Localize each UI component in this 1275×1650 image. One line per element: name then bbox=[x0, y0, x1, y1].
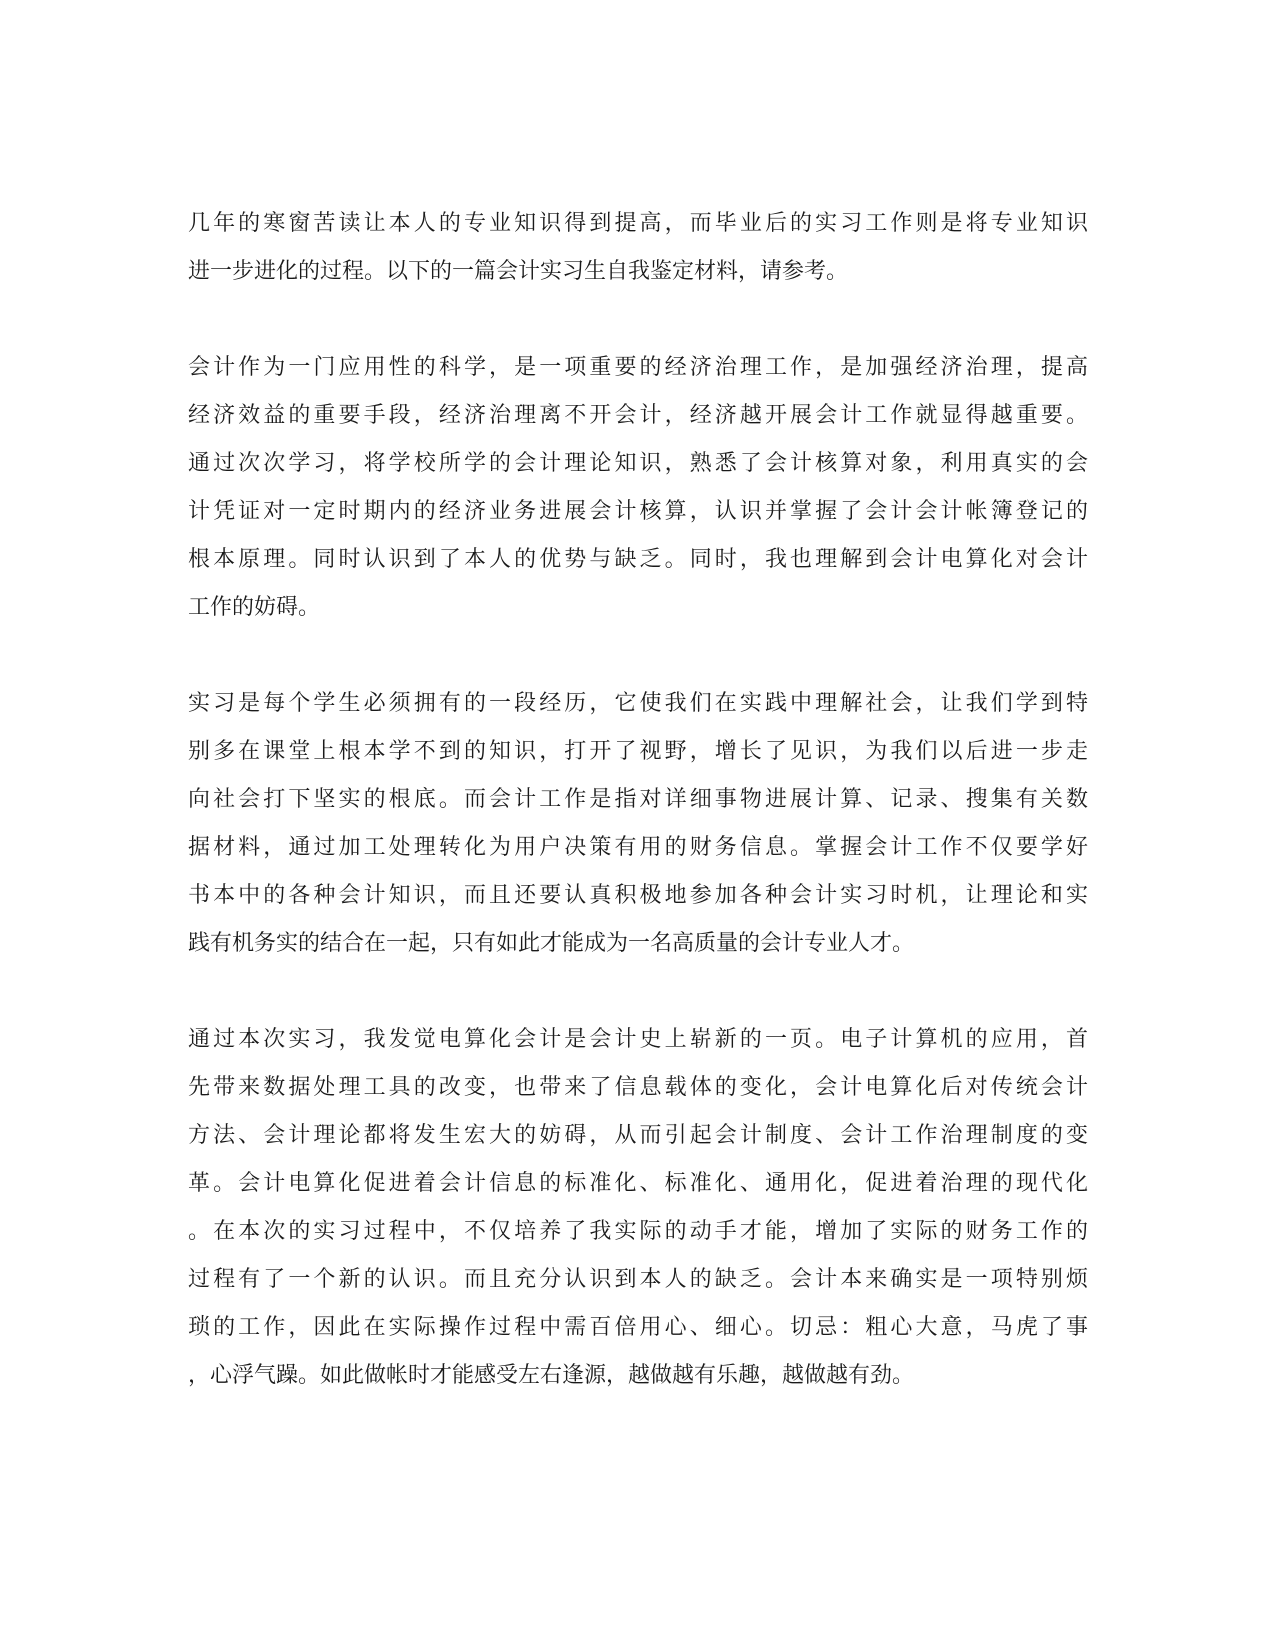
text-line: 经济效益的重要手段，经济治理离不开会计，经济越开展会计工作就显得越重要。 bbox=[188, 403, 1088, 428]
text-line: 工作的妨碍。 bbox=[188, 595, 321, 620]
text-line: 据材料，通过加工处理转化为用户决策有用的财务信息。掌握会计工作不仅要学好 bbox=[188, 835, 1088, 860]
text-line: 几年的寒窗苦读让本人的专业知识得到提高，而毕业后的实习工作则是将专业知识 bbox=[188, 211, 1088, 236]
text-line: 向社会打下坚实的根底。而会计工作是指对详细事物进展计算、记录、搜集有关数 bbox=[188, 787, 1088, 812]
paragraph-computerized-accounting bbox=[188, 1016, 1088, 1400]
text-line: 。在本次的实习过程中，不仅培养了我实际的动手才能，增加了实际的财务工作的 bbox=[188, 1219, 1088, 1244]
text-line: 计凭证对一定时期内的经济业务进展会计核算，认识并掌握了会计会计帐簿登记的 bbox=[188, 499, 1088, 524]
text-line: 方法、会计理论都将发生宏大的妨碍，从而引起会计制度、会计工作治理制度的变 bbox=[188, 1123, 1088, 1148]
paragraph-intro bbox=[188, 200, 1088, 296]
text-line: 根本原理。同时认识到了本人的优势与缺乏。同时，我也理解到会计电算化对会计 bbox=[188, 547, 1088, 572]
text-line: 过程有了一个新的认识。而且充分认识到本人的缺乏。会计本来确实是一项特别烦 bbox=[188, 1267, 1088, 1292]
text-line: 琐的工作，因此在实际操作过程中需百倍用心、细心。切忌：粗心大意，马虎了事 bbox=[188, 1315, 1088, 1340]
text-line: 通过次次学习，将学校所学的会计理论知识，熟悉了会计核算对象，利用真实的会 bbox=[188, 451, 1088, 476]
text-line: 书本中的各种会计知识，而且还要认真积极地参加各种会计实习时机，让理论和实 bbox=[188, 883, 1088, 908]
paragraph-accounting-role bbox=[188, 344, 1088, 632]
text-line: ，心浮气躁。如此做帐时才能感受左右逢源，越做越有乐趣，越做越有劲。 bbox=[188, 1363, 915, 1388]
text-line: 先带来数据处理工具的改变，也带来了信息载体的变化，会计电算化后对传统会计 bbox=[188, 1075, 1088, 1100]
text-line: 践有机务实的结合在一起，只有如此才能成为一名高质量的会计专业人才。 bbox=[188, 931, 915, 956]
text-line: 进一步进化的过程。以下的一篇会计实习生自我鉴定材料，请参考。 bbox=[188, 259, 849, 284]
paragraph-internship bbox=[188, 680, 1088, 968]
text-line: 别多在课堂上根本学不到的知识，打开了视野，增长了见识，为我们以后进一步走 bbox=[188, 739, 1088, 764]
text-line: 实习是每个学生必须拥有的一段经历，它使我们在实践中理解社会，让我们学到特 bbox=[188, 691, 1088, 716]
text-line: 会计作为一门应用性的科学，是一项重要的经济治理工作，是加强经济治理，提高 bbox=[188, 355, 1088, 380]
text-line: 通过本次实习，我发觉电算化会计是会计史上崭新的一页。电子计算机的应用，首 bbox=[188, 1027, 1088, 1052]
text-line: 革。会计电算化促进着会计信息的标准化、标准化、通用化，促进着治理的现代化 bbox=[188, 1171, 1088, 1196]
document-body bbox=[188, 200, 1088, 1448]
